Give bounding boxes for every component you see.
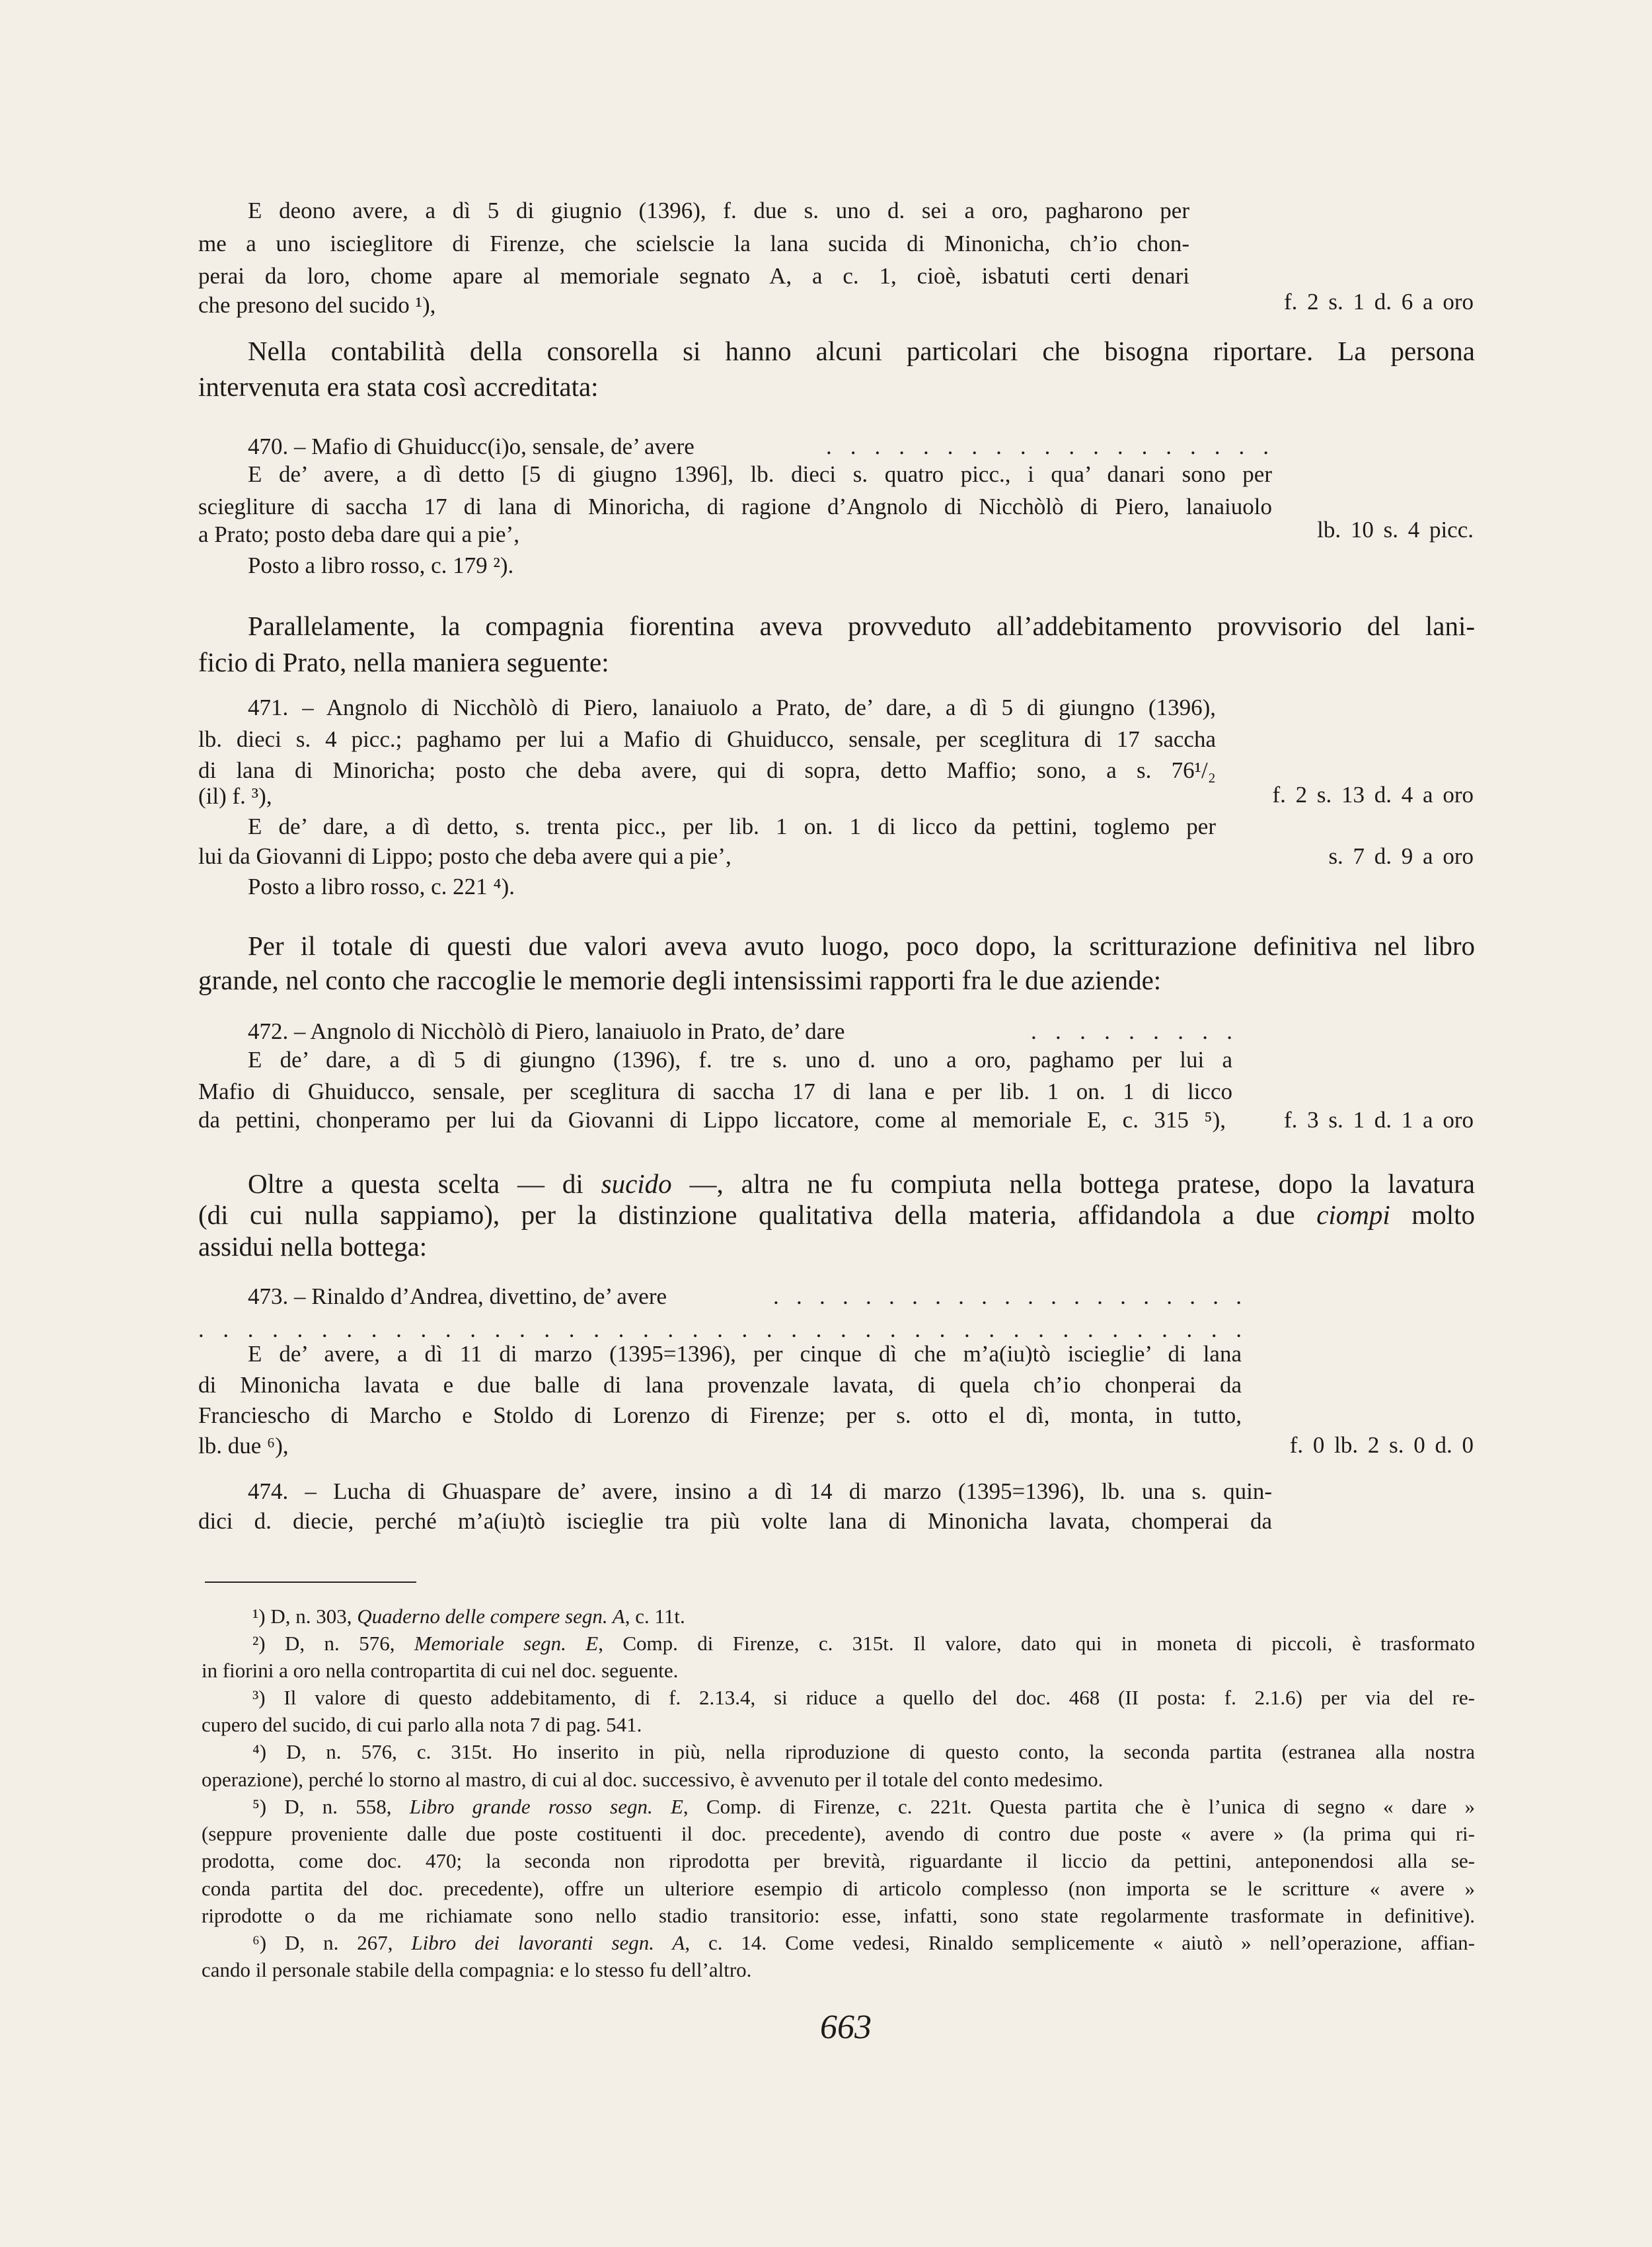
italic-term: sucido — [601, 1168, 672, 1199]
doc-470-line: a Prato; posto deba dare qui a pie’, — [198, 521, 519, 547]
body-paragraph-line: Parallelamente, la compagnia fiorentina aveva provveduto all’addebitamento provvisorio del lani- — [248, 611, 1475, 641]
body-paragraph-line: intervenuta era stata così accreditata: — [198, 371, 599, 402]
intro-entry-amount: f. 2 s. 1 d. 6 a oro — [1284, 289, 1474, 315]
footnote-5-line: (seppure proveniente dalle due poste costituenti il doc. precedente), avendo di contro due poste « avere » (la prima qui ri- — [202, 1822, 1475, 1845]
italic-title: Libro grande rosso segn. E — [409, 1795, 683, 1818]
doc-471-line: (il) f. ³), — [198, 783, 272, 809]
doc-472-line: E de’ dare, a dì 5 di giungno (1396), f. tre s. uno d. uno a oro, paghamo per lui a — [248, 1047, 1232, 1073]
doc-472-heading: 472. – Angnolo di Nicchòlò di Piero, lanaiuolo in Prato, de’ dare — [248, 1018, 845, 1044]
footnote-5-line: prodotta, come doc. 470; la seconda non riprodotta per brevità, riguardante il liccio da pettini, anteponendosi alla se- — [202, 1849, 1475, 1872]
italic-term: ciompi — [1316, 1200, 1390, 1230]
footnote-3-line: cupero del sucido, di cui parlo alla nota 7 di pag. 541. — [202, 1713, 642, 1736]
leader-dots: . . . . . . . . . . . . . . . . . . . . . . . . . . . . . . . . . . . . . . . . . . . — [198, 1316, 1242, 1342]
doc-472-line: da pettini, chonperamo per lui da Giovanni di Lippo liccatore, come al memoriale E, c. 315 ⁵), — [198, 1107, 1226, 1133]
text: , c. 14. Come vedesi, Rinaldo semplicemente « aiutò » nell’operazione, affian- — [685, 1931, 1475, 1954]
doc-473-amount: f. 0 lb. 2 s. 0 d. 0 — [1289, 1432, 1474, 1458]
footnote-4-line: operazione), perché lo storno al mastro, di cui al doc. successivo, è avvenuto per il totale del conto medesimo. — [202, 1768, 1104, 1791]
footnote-6 — [252, 1930, 1475, 1956]
footnote-3: ³) Il valore di questo addebitamento, di f. 2.13.4, si riduce a quello del doc. 468 (II posta: f. 2.1.6) per via del re- — [252, 1686, 1475, 1709]
doc-473-line: di Minonicha lavata e due balle di lana provenzale lavata, di quela ch’io chonperai da — [198, 1372, 1242, 1398]
footnote-5 — [252, 1794, 1475, 1820]
intro-entry-line: me a uno iscieglitore di Firenze, che scielscie la lana sucida di Minonicha, ch’io chon- — [198, 231, 1189, 256]
intro-entry-line: E deono avere, a dì 5 di giugnio (1396), f. due s. uno d. sei a oro, pagharono per — [248, 198, 1189, 223]
page-number: 663 — [820, 2008, 872, 2046]
doc-471-line: lb. dieci s. 4 picc.; paghamo per lui a Mafio di Ghuiducco, sensale, per sceglitura di 17 saccha — [198, 726, 1216, 752]
doc-470-line: sciegliture di saccha 17 di lana di Minoricha, di ragione d’Angnolo di Nicchòlò di Piero, lanaiuolo — [198, 494, 1272, 519]
text: (di cui nulla sappiamo), per la distinzione qualitativa della materia, affidandola a due — [198, 1200, 1317, 1230]
doc-474-line: dici d. diecie, perché m’a(iu)tò iscieglie tra più volte lana di Minonicha lavata, chomperai da — [198, 1508, 1272, 1534]
text: —, altra ne fu compiuta nella bottega pratese, dopo la lavatura — [671, 1168, 1475, 1199]
doc-470-amount: lb. 10 s. 4 picc. — [1317, 517, 1474, 543]
doc-470-line: E de’ avere, a dì detto [5 di giugno 1396], lb. dieci s. quatro picc., i qua’ danari sono per — [248, 461, 1272, 487]
doc-471-line: lui da Giovanni di Lippo; posto che deba avere qui a pie’, — [198, 843, 732, 869]
body-paragraph-line: Per il totale di questi due valori aveva avuto luogo, poco dopo, la scritturazione definitiva nel libro — [248, 931, 1475, 961]
text: Oltre a questa scelta — di — [248, 1168, 601, 1199]
footnote-5-line: conda partita del doc. precedente), offre un ulteriore esempio di articolo complesso (non importa se le scritture « avere » — [202, 1877, 1475, 1900]
footnote-2-line: in fiorini a oro nella contropartita di cui nel doc. seguente. — [202, 1659, 679, 1682]
text: molto — [1390, 1200, 1475, 1230]
italic-title: Libro dei lavoranti segn. A — [411, 1931, 685, 1954]
doc-471-line: E de’ dare, a dì detto, s. trenta picc., per lib. 1 on. 1 di licco da pettini, toglemo per — [248, 814, 1216, 839]
doc-471-line: Posto a libro rosso, c. 221 ⁴). — [248, 874, 515, 899]
body-paragraph-line: ficio di Prato, nella maniera seguente: — [198, 647, 609, 677]
text: , c. 11t. — [624, 1605, 685, 1628]
text: ²) D, n. 576, — [252, 1632, 414, 1655]
text: ⁶) D, n. 267, — [252, 1931, 412, 1954]
intro-entry-line: perai da loro, chome apare al memoriale segnato A, a c. 1, cioè, isbatuti certi denari — [198, 263, 1189, 289]
body-paragraph-line: grande, nel conto che raccoglie le memorie degli intensissimi rapporti fra le due aziende: — [198, 965, 1162, 995]
doc-473-line: E de’ avere, a dì 11 di marzo (1395=1396), per cinque dì che m’a(iu)tò iscieglie’ di lana — [248, 1341, 1242, 1367]
footnote-4: ⁴) D, n. 576, c. 315t. Ho inserito in più, nella riproduzione di questo conto, la seconda partita (estranea alla nostra — [252, 1740, 1475, 1763]
footnote-6-line: cando il personale stabile della compagnia: e lo stesso fu dell’altro. — [202, 1958, 752, 1981]
leader-dots: . . . . . . . . . . . . . . . . . . . . . — [773, 1283, 1242, 1309]
doc-472-amount: f. 3 s. 1 d. 1 a oro — [1284, 1107, 1474, 1133]
doc-472-line: Mafio di Ghuiducco, sensale, per sceglitura di saccha 17 di lana e per lib. 1 on. 1 di licco — [198, 1079, 1232, 1104]
doc-471-line: 471. – Angnolo di Nicchòlò di Piero, lanaiuolo a Prato, de’ dare, a dì 5 di giungno (1396), — [248, 695, 1216, 720]
footnote-rule — [205, 1581, 416, 1583]
doc-470-heading: 470. – Mafio di Ghuiducc(i)o, sensale, de’ avere — [248, 434, 695, 459]
doc-473-line: Franciescho di Marcho e Stoldo di Lorenzo di Firenze; per s. otto el dì, monta, in tutto, — [198, 1402, 1242, 1428]
footnote-1 — [252, 1603, 1475, 1630]
body-paragraph-line: Nella contabilità della consorella si hanno alcuni particolari che bisogna riportare. La persona — [248, 336, 1475, 366]
footnote-2 — [252, 1630, 1475, 1657]
text: ⁵) D, n. 558, — [252, 1795, 410, 1818]
doc-471-line: di lana di Minoricha; posto che deba avere, qui di sopra, detto Maffio; sono, a s. 76¹/₂ — [198, 757, 1216, 783]
leader-dots: . . . . . . . . . . . . . . . . . . . — [826, 434, 1269, 459]
leader-dots: . . . . . . . . . — [1031, 1018, 1232, 1044]
doc-473-heading: 473. – Rinaldo d’Andrea, divettino, de’ avere — [248, 1283, 667, 1309]
italic-title: Memoriale segn. E — [414, 1632, 599, 1655]
doc-471-amount: s. 7 d. 9 a oro — [1328, 843, 1474, 869]
intro-entry-line: che presono del sucido ¹), — [198, 292, 436, 318]
doc-473-line: lb. due ⁶), — [198, 1433, 289, 1459]
doc-470-line: Posto a libro rosso, c. 179 ²). — [248, 552, 514, 578]
doc-471-amount: f. 2 s. 13 d. 4 a oro — [1272, 782, 1474, 808]
text: , Comp. di Firenze, c. 315t. Il valore, dato qui in moneta di piccoli, è trasformato — [598, 1632, 1475, 1655]
text: ¹) D, n. 303, — [252, 1605, 357, 1628]
italic-title: Quaderno delle compere segn. A — [357, 1605, 625, 1628]
doc-474-line: 474. – Lucha di Ghuaspare de’ avere, insino a dì 14 di marzo (1395=1396), lb. una s. quin- — [248, 1478, 1272, 1504]
body-paragraph-line — [198, 1197, 1475, 1233]
body-paragraph-line: assidui nella bottega: — [198, 1231, 428, 1262]
body-paragraph-line — [248, 1166, 1475, 1201]
text: , Comp. di Firenze, c. 221t. Questa partita che è l’unica di segno « dare » — [683, 1795, 1475, 1818]
footnote-5-line: riprodotte o da me richiamate sono nello stadio transitorio: esse, infatti, sono state regolarmente trasformate in definitive). — [202, 1904, 1475, 1927]
